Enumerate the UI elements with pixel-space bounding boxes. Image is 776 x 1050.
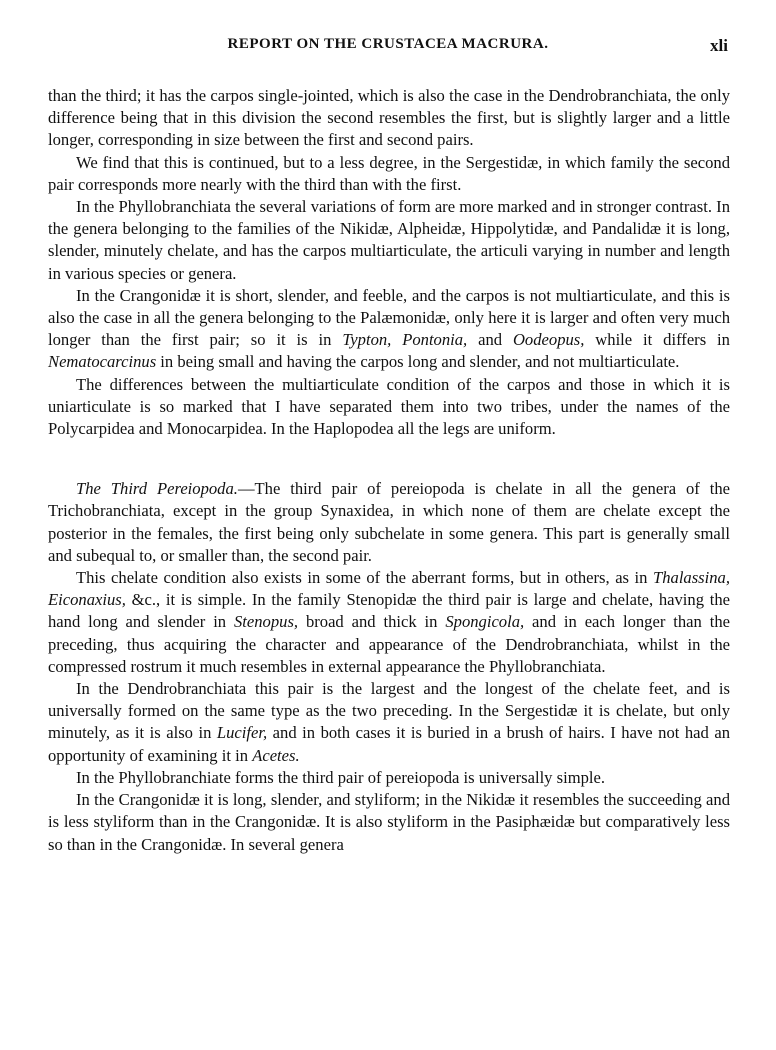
paragraph bbox=[48, 789, 730, 856]
text-run: broad and thick in bbox=[298, 612, 446, 632]
italic-text: Stenopus, bbox=[233, 612, 299, 632]
italic-text: Oodeopus, bbox=[512, 330, 585, 350]
text-run: In the Crangonidæ it is long, slender, and styliform; in the Nikidæ it resembles the succeeding and is less styliform than in the Crangonidæ. It is also styliform in the Pasiphæidæ but comparatively less so than in the Crangonidæ. In several genera bbox=[48, 790, 730, 854]
text-run: while it differs in bbox=[584, 330, 730, 350]
paragraph bbox=[48, 478, 730, 567]
text-run: and bbox=[467, 330, 513, 350]
italic-text: Spongicola, bbox=[445, 612, 525, 632]
text-run: We find that this is continued, but to a less degree, in the Sergestidæ, in which family the second pair corresponds more nearly with the third than with the first. bbox=[48, 152, 730, 194]
paragraph bbox=[48, 567, 730, 678]
page-number: xli bbox=[710, 36, 728, 55]
italic-text: The Third Pereiopoda. bbox=[76, 479, 238, 499]
text-run: —The third pair of pereiopoda is chelate in all the genera of the Trichobranchiata, except in the group Synaxidea, in which none of them are chelate except the posterior in the females, the first being only subchelate in some genera. This part is generally small and subequal to, or smaller than, the second pair. bbox=[48, 479, 730, 565]
text-run: &c., it is simple. In the family Stenopidæ the third pair is large and chelate, having the hand long and slender in bbox=[48, 590, 730, 632]
paragraph bbox=[48, 374, 730, 441]
paragraph bbox=[48, 152, 730, 196]
italic-text: Acetes. bbox=[252, 745, 300, 765]
page-header bbox=[48, 36, 728, 64]
text-run: In the Crangonidæ it is short, slender, and feeble, and the carpos is not multiarticulate, and this is also the case in all the genera belonging to the Palæmonidæ, only here it is larger and often very much longer than the first pair; so it is in bbox=[48, 285, 730, 350]
italic-text: Thalassina, Eiconaxius, bbox=[48, 568, 730, 610]
text-run bbox=[391, 330, 402, 349]
text-run: in being small and having the carpos long and slender, and not multiarticulate. bbox=[156, 352, 680, 372]
italic-text: Nematocarcinus bbox=[48, 352, 157, 372]
body-text bbox=[48, 85, 730, 856]
text-run: This chelate condition also exists in some of the aberrant forms, but in others, as in bbox=[76, 568, 653, 588]
text-run: In the Phyllobranchiate forms the third pair of pereiopoda is universally simple. bbox=[76, 767, 606, 787]
paragraph bbox=[48, 85, 730, 152]
text-run: In the Phyllobranchiata the several variations of form are more marked and in stronger contrast. In the genera belonging to the families of the Nikidæ, Alpheidæ, Hippolytidæ, and Pandalidæ it is long, slender, minutely chelate, and has the carpos multiarticulate, the articuli varying in number and length in various species or genera. bbox=[48, 197, 730, 283]
text-run: and in both cases it is buried in a brush of hairs. I have not had an opportunity of examining it in bbox=[48, 723, 730, 765]
italic-text: Pontonia, bbox=[402, 330, 468, 350]
section-spacer bbox=[48, 440, 730, 478]
paragraph bbox=[48, 196, 730, 285]
text-run: The differences between the multiarticulate condition of the carpos and those in which it is uniarticulate is so marked that I have separated them into two tribes, under the names of the Polycarpidea and Monocarpidea. In the Haplopodea all the legs are uniform. bbox=[48, 374, 730, 439]
paragraph bbox=[48, 678, 730, 767]
paragraph bbox=[48, 767, 730, 789]
text-run: and in each longer than the preceding, thus acquiring the character and appearance of the Dendrobranchiata, whilst in the compressed rostrum it much resembles in external appearance the Phyllobranchiata. bbox=[48, 612, 730, 676]
text-run: In the Dendrobranchiata this pair is the largest and the longest of the chelate feet, and is universally formed on the same type as the two preceding. In the Sergestidæ it is chelate, but only minutely, as it is also in bbox=[48, 679, 730, 743]
italic-text: Lucifer, bbox=[216, 723, 268, 743]
italic-text: Typton, bbox=[342, 330, 392, 350]
paragraph bbox=[48, 285, 730, 374]
running-title: REPORT ON THE CRUSTACEA MACRURA. bbox=[227, 36, 549, 52]
text-run: than the third; it has the carpos single-jointed, which is also the case in the Dendrobranchiata, the only difference being that in this division the second resembles the first, but is slightly larger and a little longer, corresponding in size between the first and second pairs. bbox=[48, 86, 730, 150]
